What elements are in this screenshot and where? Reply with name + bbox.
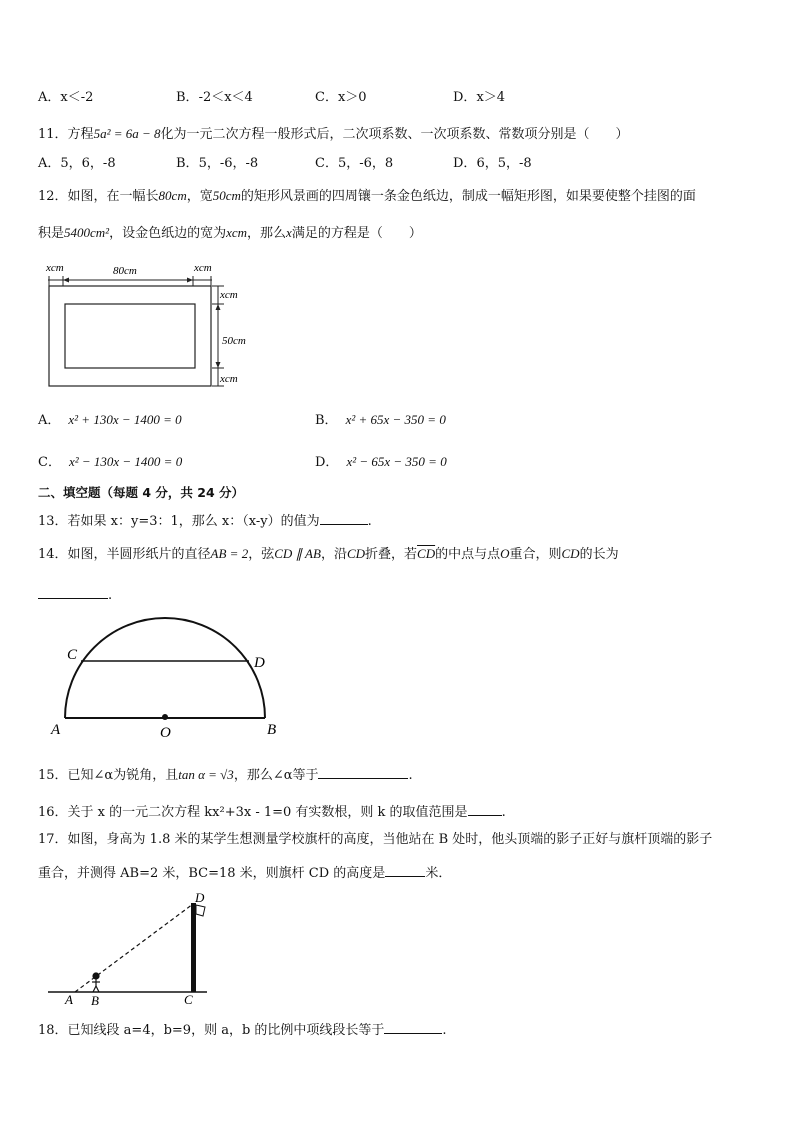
q12-label-xcm-top-right: xcm — [194, 262, 212, 274]
q17-label-d: D — [195, 890, 205, 905]
q14-label-o: O — [160, 725, 171, 741]
q14-semicircle-figure — [45, 610, 285, 745]
q17-flag — [196, 905, 205, 916]
q14-arc-cd: $\overline{CD}$ — [417, 546, 436, 561]
q16-answer-blank[interactable] — [468, 801, 502, 816]
q12-option-c: C． x² − 130x − 1400 = 0 — [38, 454, 183, 470]
q12-frame-figure — [40, 258, 270, 393]
q17-stem-line2: 重合，并测得 AB=2 米，BC=18 米，则旗杆 CD 的高度是 米． — [38, 862, 451, 883]
q15-expression: tan α = √3 — [178, 767, 234, 782]
q10-option-b: B．-2＜x＜4 — [176, 90, 253, 105]
q12-label-xcm-right-1: xcm — [220, 289, 238, 301]
q10-option-a: A．x＜-2 — [38, 90, 94, 105]
q12-label-xcm-top-left: xcm — [46, 262, 64, 274]
q17-label-c: C — [184, 992, 193, 1007]
q12-label-xcm-right-2: xcm — [220, 373, 238, 385]
q17-flagpole — [191, 903, 196, 992]
q12-stem-line1: 12．如图，在一幅长80cm，宽50cm的矩形风景画的四周镶一条金色纸边，制成一幅矩形图，如果要使整个挂图的面 — [38, 188, 696, 204]
q15-answer-blank[interactable] — [318, 764, 408, 779]
q17-stem-line1: 17．如图，身高为 1.8 米的某学生想测量学校旗杆的高度，当他站在 B 处时，他头顶端的影子正好与旗杆顶端的影子 — [38, 832, 713, 847]
q15-stem: 15．已知∠α为锐角，且tan α = √3，那么∠α等于 . — [38, 764, 413, 785]
q14-label-d: D — [254, 655, 265, 671]
q14-label-c: C — [67, 647, 78, 663]
q11-option-b: B．5，-6，-8 — [176, 156, 259, 171]
q12-option-d: D． x² − 65x − 350 = 0 — [315, 454, 447, 470]
q11-option-a: A．5，6，-8 — [38, 156, 116, 171]
q12-stem-line2: 积是5400cm²，设金色纸边的宽为xcm，那么x满足的方程是（ ） — [38, 225, 422, 241]
q14-answer-line: . — [38, 584, 112, 605]
q17-flagpole-figure — [45, 890, 235, 1010]
q12-label-50cm: 50cm — [222, 335, 246, 347]
q17-answer-blank[interactable] — [385, 862, 425, 877]
q14-stem: 14．如图，半圆形纸片的直径AB = 2，弦CD ∥ AB，沿CD折叠，若$\overline{CD}$的中点与点O重合，则CD的长为 — [38, 546, 619, 562]
q10-option-d: D．x＞4 — [453, 90, 506, 105]
q18-stem: 18．已知线段 a=4，b=9，则 a，b 的比例中项线段长等于 . — [38, 1019, 447, 1040]
q12-inner-picture — [65, 304, 195, 368]
q16-stem: 16．关于 x 的一元二次方程 kx²+3x - 1=0 有实数根，则 k 的取值范围是 . — [38, 801, 506, 822]
q14-center-o — [162, 714, 168, 720]
q13-answer-blank[interactable] — [320, 510, 368, 525]
q11-equation: 5a² = 6a − 8 — [93, 126, 161, 141]
q14-answer-blank[interactable] — [38, 584, 108, 599]
q12-option-b: B． x² + 65x − 350 = 0 — [315, 412, 446, 428]
q11-option-c: C．5，-6，8 — [315, 156, 394, 171]
q14-semicircle-arc — [65, 618, 265, 718]
q10-option-c: C．x＞0 — [315, 90, 367, 105]
q17-label-b: B — [91, 993, 99, 1008]
q11-option-d: D．6，5，-8 — [453, 156, 532, 171]
q12-option-a: A． x² + 130x − 1400 = 0 — [38, 412, 182, 428]
q11-stem: 11．方程5a² = 6a − 8化为一元二次方程一般形式后，二次项系数、一次项系数、常数项分别是（ ） — [38, 126, 629, 142]
q14-label-a: A — [51, 722, 61, 738]
q17-student — [92, 973, 100, 992]
q18-answer-blank[interactable] — [384, 1019, 442, 1034]
q17-sight-line — [75, 904, 193, 992]
section-2-heading: 二、填空题（每题 4 分，共 24 分） — [38, 485, 245, 500]
q12-outer-frame — [49, 286, 211, 386]
q13-stem: 13．若如果 x：y=3：1，那么 x：（x-y）的值为 . — [38, 510, 372, 531]
q17-label-a: A — [65, 992, 73, 1007]
q12-label-80cm: 80cm — [113, 265, 137, 277]
q14-label-b: B — [267, 722, 277, 738]
